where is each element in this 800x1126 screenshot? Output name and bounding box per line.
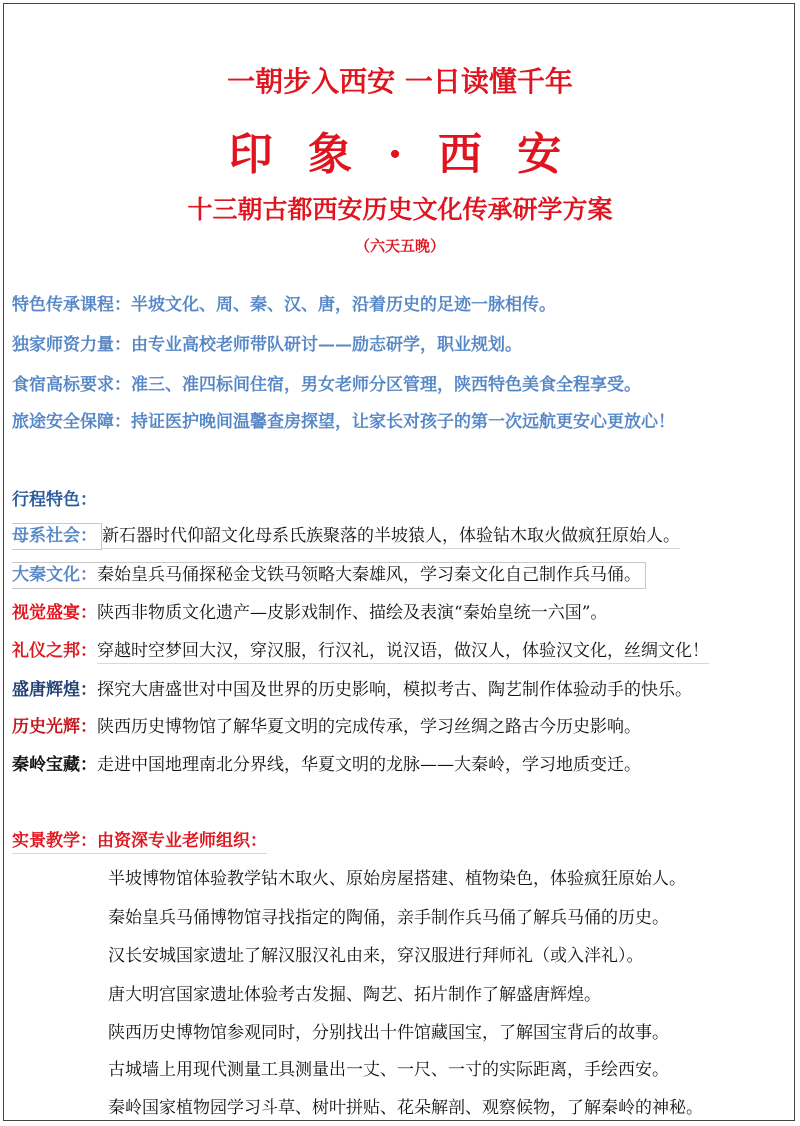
feature-line bbox=[12, 290, 556, 315]
feature-label: 独家师资力量： bbox=[12, 335, 131, 355]
teaching-heading: 实景教学：由资深专业老师组织： bbox=[12, 826, 267, 854]
itinerary-item bbox=[12, 712, 641, 737]
teaching-item: 唐大明宫国家遗址体验考古发掘、陶艺、拓片制作了解盛唐辉煌。 bbox=[108, 985, 601, 1005]
feature-text: 持证医护晚间温馨查房探望，让家长对孩子的第一次远航更安心更放心！ bbox=[131, 412, 675, 432]
itinerary-text: 秦始皇兵马俑探秘金戈铁马领略大秦雄风，学习秦文化自己制作兵马俑。 bbox=[97, 565, 641, 585]
itinerary-label: 秦岭宝藏： bbox=[12, 755, 97, 775]
feature-line bbox=[12, 370, 641, 395]
feature-line bbox=[12, 407, 675, 432]
itinerary-item bbox=[12, 521, 680, 546]
itinerary-item bbox=[12, 636, 709, 661]
teaching-item: 半坡博物馆体验教学钻木取火、原始房屋搭建、植物染色，体验疯狂原始人。 bbox=[108, 869, 686, 889]
feature-text: 半坡文化、周、秦、汉、唐，沿着历史的足迹一脉相传。 bbox=[131, 295, 556, 315]
itinerary-item bbox=[12, 560, 646, 585]
teaching-item: 陕西历史博物馆参观同时，分别找出十件馆藏国宝，了解国宝背后的故事。 bbox=[108, 1023, 669, 1043]
itinerary-label: 礼仪之邦： bbox=[12, 641, 97, 661]
feature-label: 食宿高标要求： bbox=[12, 375, 131, 395]
teaching-item: 汉长安城国家遗址了解汉服汉礼由来，穿汉服进行拜师礼（或入泮礼）。 bbox=[108, 946, 644, 966]
itinerary-label: 大秦文化： bbox=[12, 565, 97, 585]
subtitle: 十三朝古都西安历史文化传承研学方案 bbox=[187, 195, 613, 224]
itinerary-label: 历史光辉： bbox=[12, 717, 97, 737]
itinerary-text: 探究大唐盛世对中国及世界的历史影响，模拟考古、陶艺制作体验动手的快乐。 bbox=[97, 680, 692, 700]
slogan: 一朝步入西安 一日读懂千年 bbox=[227, 65, 573, 98]
itinerary-heading: 行程特色： bbox=[12, 490, 97, 510]
itinerary-text: 穿越时空梦回大汉，穿汉服，行汉礼，说汉语，做汉人，体验汉文化，丝绸文化！ bbox=[97, 641, 709, 664]
feature-text: 准三、准四标间住宿，男女老师分区管理，陕西特色美食全程享受。 bbox=[131, 375, 641, 395]
teaching-item: 秦岭国家植物园学习斗草、树叶拼贴、花朵解剖、观察候物，了解秦岭的神秘。 bbox=[108, 1098, 703, 1118]
itinerary-text: 陕西非物质文化遗产—皮影戏制作、描绘及表演“秦始皇统一六国”。 bbox=[97, 603, 608, 623]
main-title: 印 象 · 西 安 bbox=[228, 129, 572, 180]
teaching-item: 秦始皇兵马俑博物馆寻找指定的陶俑，亲手制作兵马俑了解兵马俑的历史。 bbox=[108, 908, 669, 928]
feature-label: 特色传承课程： bbox=[12, 295, 131, 315]
itinerary-label: 盛唐辉煌： bbox=[12, 680, 97, 700]
feature-text: 由专业高校老师带队研讨——励志研学，职业规划。 bbox=[131, 335, 522, 355]
itinerary-text: 陕西历史博物馆了解华夏文明的完成传承，学习丝绸之路古今历史影响。 bbox=[97, 717, 641, 737]
itinerary-item bbox=[12, 750, 641, 775]
feature-line bbox=[12, 330, 522, 355]
itinerary-label: 母系社会： bbox=[12, 526, 97, 546]
itinerary-text: 走进中国地理南北分界线，华夏文明的龙脉——大秦岭，学习地质变迁。 bbox=[97, 755, 641, 775]
itinerary-item bbox=[12, 598, 607, 623]
itinerary-label: 视觉盛宴： bbox=[12, 603, 97, 623]
itinerary-text: 新石器时代仰韶文化母系氏族聚落的半坡猿人，体验钻木取火做疯狂原始人。 bbox=[102, 526, 680, 549]
itinerary-item bbox=[12, 675, 692, 700]
duration: （六天五晚） bbox=[354, 237, 445, 255]
teaching-item: 古城墙上用现代测量工具测量出一丈、一尺、一寸的实际距离，手绘西安。 bbox=[108, 1060, 669, 1080]
feature-label: 旅途安全保障： bbox=[12, 412, 131, 432]
